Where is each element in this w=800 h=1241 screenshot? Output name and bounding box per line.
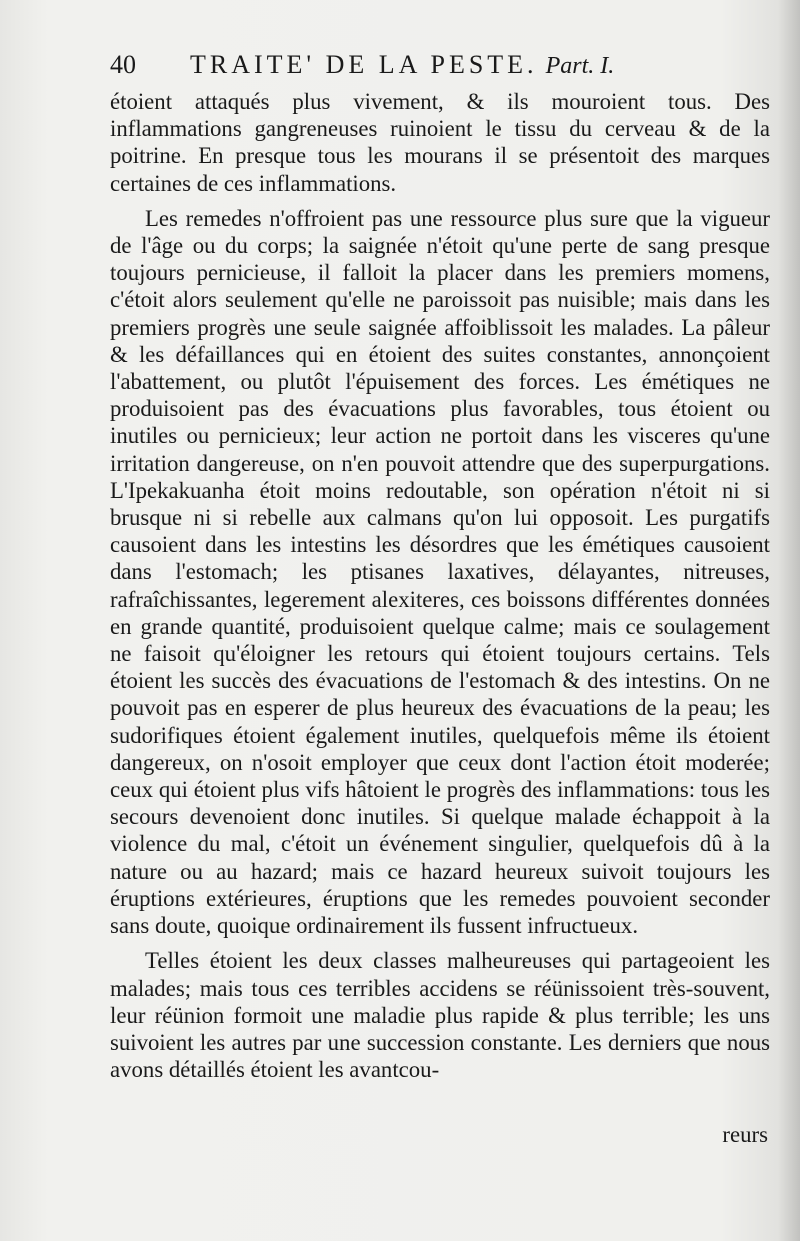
running-title: TRAITE' DE LA PESTE.	[190, 50, 538, 79]
running-part: Part. I.	[545, 53, 615, 79]
page-edge-shadow	[778, 0, 800, 1241]
paragraph-2: Les remedes n'offroient pas une ressource plus sure que la vigueur de l'âge ou du corps; la saignée n'étoit qu'une perte de sang presque toujours pernicieuse, il falloit la placer dans les premiers momens, c'étoit alors seulement qu'elle ne paroissoit pas nuisible; mais dans les premiers progrès une seule saignée affoiblissoit les malades. La pâleur & les défaillances qui en étoient des suites constantes, annonçoient l'abattement, ou plutôt l'épuisement des forces. Les émétiques ne produisoient pas des évacuations plus favorables, tous étoient ou inutiles ou pernicieux; leur action ne portoit dans les visceres qu'une irritation dangereuse, on n'en pouvoit attendre que des superpurgations. L'Ipekakuanha étoit moins redoutable, son opération n'étoit ni si brusque ni si rebelle aux calmans qu'on lui opposoit. Les purgatifs causoient dans les intestins les désordres que les émétiques causoient dans l'estomach; les ptisanes laxatives, délayantes, nitreuses, rafraîchissantes, legerement alexiteres, ces boissons différentes données en grande quantité, produisoient quelque calme; mais ce soulagement ne faisoit qu'éloigner les retours qui étoient toujours certains. Tels étoient les succès des évacuations de l'estomach & des intestins. On ne pouvoit pas en esperer de plus heureux des évacuations de la peau; les sudorifiques étoient également inutiles, quelquefois même ils étoient dangereux, on n'osoit employer que ceux dont l'action étoit moderée; ceux qui étoient plus vifs hâtoient le progrès des inflammations: tous les secours devenoient donc inutiles. Si quelque malade échappoit à la violence du mal, c'étoit un événement singulier, quelquefois dû à la nature ou au hazard; mais ce hazard heureux suivoit toujours les éruptions extérieures, éruptions que les remedes pouvoient seconder sans doute, quoique ordinairement ils fussent infructueux.	[110, 205, 770, 939]
paragraph-1: étoient attaqués plus vivement, & ils mouroient tous. Des inflammations gangreneuses ruinoient le tissu du cerveau & de la poitrine. En presque tous les mourans il se présentoit des marques certaines de ces inflammations.	[110, 89, 770, 196]
paragraph-3: Telles étoient les deux classes malheureuses qui partageoient les malades; mais tous ces terribles accidens se réünissoient très-souvent, leur réünion formoit une maladie plus rapide & plus terrible; les uns suivoient les autres par une succession constante. Les derniers que nous avons détaillés étoient les avantcou-	[110, 948, 770, 1083]
text-block	[110, 50, 770, 1083]
body-text	[110, 88, 770, 1083]
page-number: 40	[110, 50, 136, 79]
catchword: reurs	[722, 1122, 768, 1147]
running-header	[110, 50, 770, 88]
